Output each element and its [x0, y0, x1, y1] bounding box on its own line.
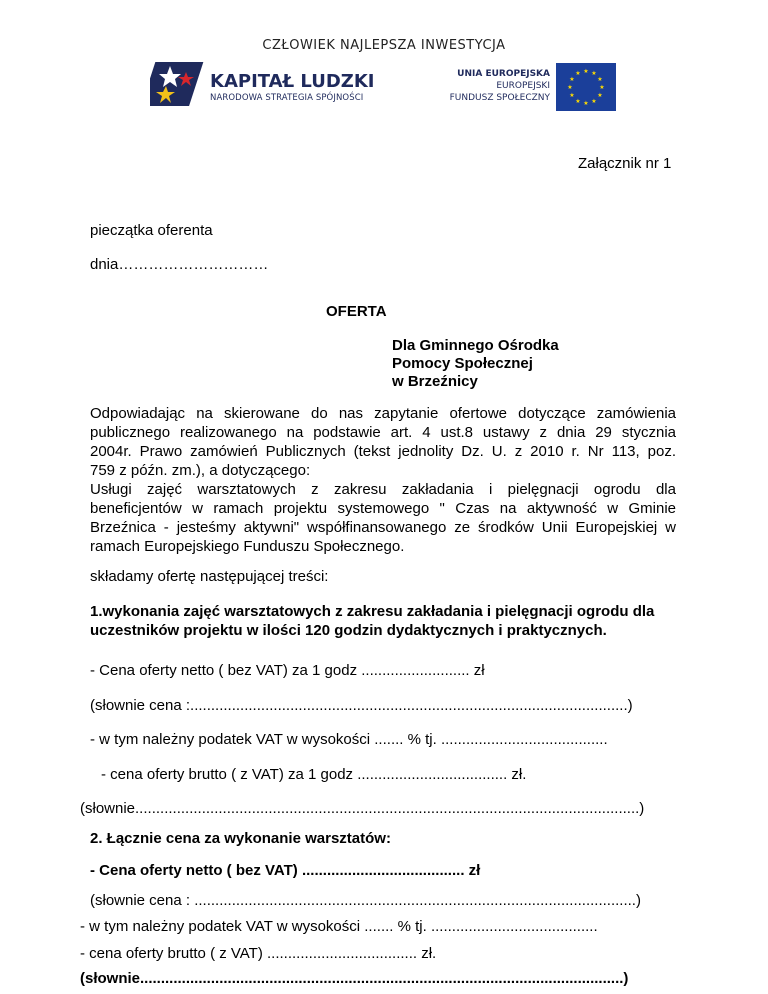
- svg-text:★: ★: [591, 98, 597, 105]
- eu-flag: [556, 63, 616, 111]
- eu-flag-icon: [556, 63, 616, 111]
- s2-gross-words-line: (słownie....................................................................................................................): [80, 970, 629, 987]
- paragraph-line: Odpowiadając na skierowane do nas zapytanie ofertowe dotyczące zamówienia: [90, 405, 676, 422]
- s2-net-price-line: - Cena oferty netto ( bez VAT) ....................................... zł: [90, 862, 481, 879]
- svg-text:★: ★: [569, 76, 575, 83]
- kapital-ludzki-logo: [150, 60, 208, 110]
- paragraph-line: publicznego realizowanego na podstawie art. 4 ust.8 ustawy z dnia 29 stycznia: [90, 424, 676, 441]
- s1-vat-line: - w tym należny podatek VAT w wysokości ....... % tj. ........................................: [90, 731, 608, 748]
- offer-intro: składamy ofertę następującej treści:: [90, 568, 329, 585]
- intro-paragraph: [90, 404, 676, 556]
- svg-text:★: ★: [575, 98, 581, 105]
- paragraph-line: Brzeźnica - jesteśmy aktywni" współfinansowanego ze środków Unii Europejskiej w: [90, 519, 676, 536]
- svg-text:★: ★: [569, 92, 575, 99]
- svg-text:★: ★: [597, 92, 603, 99]
- paragraph-line: Usługi zajęć warsztatowych z zakresu zakładania i pielęgnacji ogrodu dla: [90, 481, 676, 498]
- paragraph-line: 759 z późn. zm.), a dotyczącego:: [90, 462, 311, 479]
- paragraph-line: beneficjentów w ramach projektu systemowego " Czas na aktywność w Gminie: [90, 500, 676, 517]
- section1-title-line: uczestników projektu w ilości 120 godzin dydaktycznych i praktycznych.: [90, 622, 607, 639]
- svg-text:★: ★: [583, 100, 589, 107]
- svg-text:★: ★: [583, 68, 589, 75]
- kapital-ludzki-subtitle: NARODOWA STRATEGIA SPÓJNOŚCI: [210, 93, 364, 103]
- stamp-label: pieczątka oferenta: [90, 222, 213, 239]
- date-line: dnia…………………………: [90, 256, 269, 273]
- recipient-line: w Brzeźnicy: [392, 373, 478, 390]
- kapital-ludzki-emblem-icon: [150, 60, 208, 110]
- s1-gross-price-line: - cena oferty brutto ( z VAT) za 1 godz .................................... zł.: [101, 766, 527, 783]
- section2-title: 2. Łącznie cena za wykonanie warsztatów:: [90, 830, 391, 847]
- svg-text:★: ★: [567, 84, 573, 91]
- s1-price-words-line: (słownie cena :.........................................................................................................): [90, 697, 633, 714]
- section1-title-line: 1.wykonania zajęć warsztatowych z zakresu zakładania i pielęgnacji ogrodu dla: [90, 603, 655, 620]
- kapital-ludzki-title: KAPITAŁ LUDZKI: [210, 71, 375, 92]
- eu-fund-label-2: FUNDUSZ SPOŁECZNY: [449, 93, 550, 103]
- attachment-label: Załącznik nr 1: [578, 155, 672, 172]
- eu-text-block: [400, 68, 550, 104]
- header-slogan: CZŁOWIEK NAJLEPSZA INWESTYCJA: [262, 38, 506, 53]
- svg-text:★: ★: [597, 76, 603, 83]
- svg-text:★: ★: [599, 84, 605, 91]
- s2-gross-price-line: - cena oferty brutto ( z VAT) .................................... zł.: [80, 945, 437, 962]
- paragraph-line: ramach Europejskiego Funduszu Społecznego.: [90, 538, 405, 555]
- s2-price-words-line: (słownie cena : ..........................................................................................................): [90, 892, 641, 909]
- s2-vat-line: - w tym należny podatek VAT w wysokości ....... % tj. ........................................: [80, 918, 598, 935]
- recipient-line: Pomocy Społecznej: [392, 355, 533, 372]
- svg-text:★: ★: [575, 70, 581, 77]
- recipient-block: [392, 337, 559, 391]
- eu-union-label: UNIA EUROPEJSKA: [457, 69, 550, 79]
- document-title: OFERTA: [326, 303, 387, 320]
- recipient-line: Dla Gminnego Ośrodka: [392, 337, 559, 354]
- section1-title: [90, 602, 654, 640]
- paragraph-line: 2004r. Prawo zamówień Publicznych (tekst jednolity Dz. U. z 2010 r. Nr 113, poz.: [90, 443, 676, 460]
- svg-text:★: ★: [591, 70, 597, 77]
- s1-gross-words-line: (słownie.........................................................................................................................): [80, 800, 645, 817]
- eu-fund-label-1: EUROPEJSKI: [496, 81, 550, 91]
- s1-net-price-line: - Cena oferty netto ( bez VAT) za 1 godz .......................... zł: [90, 662, 485, 679]
